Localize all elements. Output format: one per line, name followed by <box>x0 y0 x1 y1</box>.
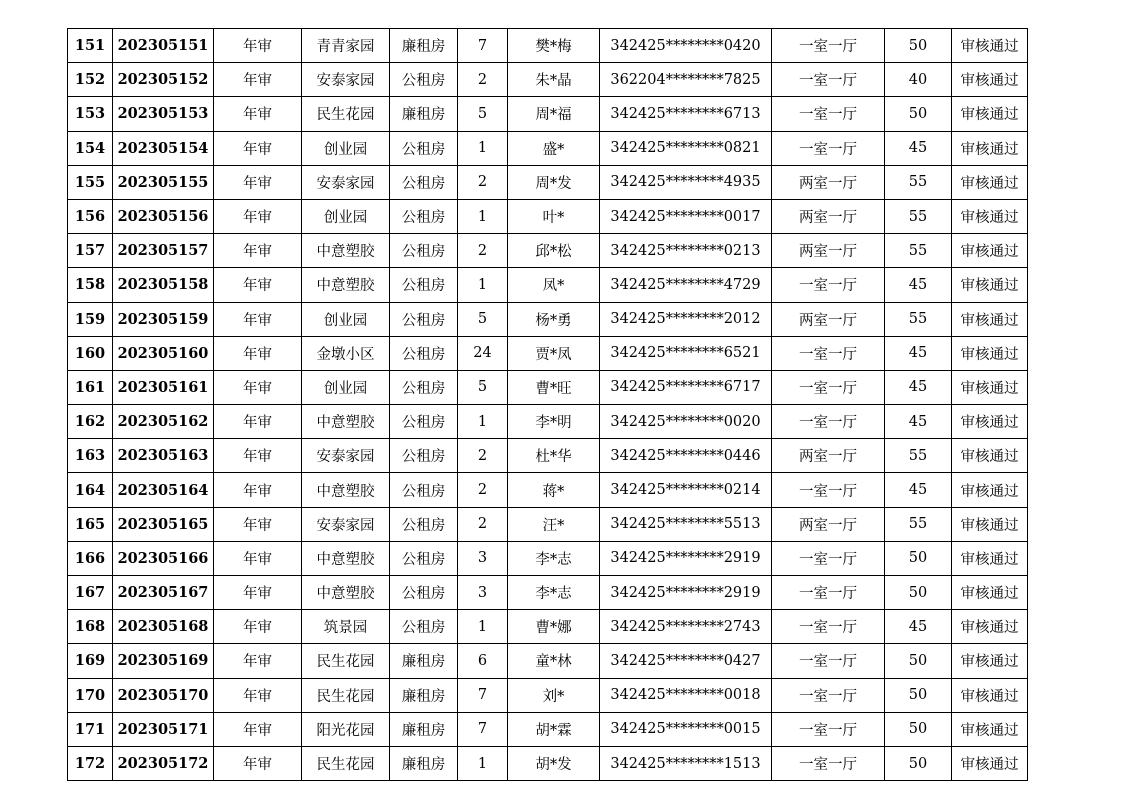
seq-cell: 170 <box>68 678 113 712</box>
seq-cell: 154 <box>68 131 113 165</box>
table-row <box>68 302 1028 336</box>
review-type-cell: 年审 <box>214 63 302 97</box>
table-row <box>68 644 1028 678</box>
unit-type-cell: 一室一厅 <box>772 336 885 370</box>
application-number-cell: 202305161 <box>113 370 214 404</box>
unit-type-cell: 两室一厅 <box>772 507 885 541</box>
id-number-cell: 342425********2743 <box>600 610 772 644</box>
household-size-cell: 2 <box>458 234 508 268</box>
housing-type-cell: 公租房 <box>390 302 458 336</box>
seq-cell: 165 <box>68 507 113 541</box>
table-row <box>68 746 1028 780</box>
id-number-cell: 342425********4935 <box>600 165 772 199</box>
housing-type-cell: 公租房 <box>390 576 458 610</box>
housing-type-cell: 廉租房 <box>390 29 458 63</box>
id-number-cell: 342425********0015 <box>600 712 772 746</box>
review-result-cell: 审核通过 <box>952 712 1028 746</box>
housing-type-cell: 公租房 <box>390 131 458 165</box>
id-number-cell: 342425********6713 <box>600 97 772 131</box>
seq-cell: 161 <box>68 370 113 404</box>
area-cell: 45 <box>885 370 952 404</box>
applicant-name-cell: 樊*梅 <box>508 29 600 63</box>
review-result-cell: 审核通过 <box>952 234 1028 268</box>
seq-cell: 155 <box>68 165 113 199</box>
id-number-cell: 342425********1513 <box>600 746 772 780</box>
table-row <box>68 439 1028 473</box>
household-size-cell: 5 <box>458 370 508 404</box>
applicant-name-cell: 叶* <box>508 199 600 233</box>
unit-type-cell: 两室一厅 <box>772 234 885 268</box>
id-number-cell: 342425********0420 <box>600 29 772 63</box>
applicant-name-cell: 胡*霖 <box>508 712 600 746</box>
table-row <box>68 29 1028 63</box>
housing-type-cell: 公租房 <box>390 610 458 644</box>
seq-cell: 169 <box>68 644 113 678</box>
applicant-name-cell: 汪* <box>508 507 600 541</box>
table-row <box>68 199 1028 233</box>
review-type-cell: 年审 <box>214 97 302 131</box>
review-result-cell: 审核通过 <box>952 678 1028 712</box>
review-type-cell: 年审 <box>214 165 302 199</box>
applicant-name-cell: 盛* <box>508 131 600 165</box>
seq-cell: 152 <box>68 63 113 97</box>
table-row <box>68 268 1028 302</box>
review-result-cell: 审核通过 <box>952 746 1028 780</box>
review-type-cell: 年审 <box>214 610 302 644</box>
community-cell: 安泰家园 <box>302 165 390 199</box>
application-number-cell: 202305157 <box>113 234 214 268</box>
unit-type-cell: 一室一厅 <box>772 541 885 575</box>
review-type-cell: 年审 <box>214 746 302 780</box>
household-size-cell: 3 <box>458 541 508 575</box>
seq-cell: 164 <box>68 473 113 507</box>
community-cell: 安泰家园 <box>302 507 390 541</box>
table-row <box>68 507 1028 541</box>
table-body <box>68 29 1028 781</box>
area-cell: 50 <box>885 712 952 746</box>
application-number-cell: 202305154 <box>113 131 214 165</box>
review-type-cell: 年审 <box>214 439 302 473</box>
id-number-cell: 342425********6521 <box>600 336 772 370</box>
unit-type-cell: 两室一厅 <box>772 439 885 473</box>
housing-type-cell: 公租房 <box>390 370 458 404</box>
unit-type-cell: 两室一厅 <box>772 165 885 199</box>
household-size-cell: 2 <box>458 63 508 97</box>
community-cell: 民生花园 <box>302 678 390 712</box>
review-result-cell: 审核通过 <box>952 610 1028 644</box>
area-cell: 55 <box>885 507 952 541</box>
area-cell: 45 <box>885 131 952 165</box>
household-size-cell: 1 <box>458 746 508 780</box>
id-number-cell: 342425********2919 <box>600 576 772 610</box>
review-type-cell: 年审 <box>214 541 302 575</box>
community-cell: 创业园 <box>302 302 390 336</box>
housing-type-cell: 公租房 <box>390 439 458 473</box>
housing-type-cell: 廉租房 <box>390 712 458 746</box>
household-size-cell: 2 <box>458 439 508 473</box>
review-result-cell: 审核通过 <box>952 302 1028 336</box>
housing-type-cell: 公租房 <box>390 405 458 439</box>
community-cell: 安泰家园 <box>302 439 390 473</box>
area-cell: 50 <box>885 541 952 575</box>
application-number-cell: 202305163 <box>113 439 214 473</box>
table-row <box>68 541 1028 575</box>
seq-cell: 171 <box>68 712 113 746</box>
housing-type-cell: 公租房 <box>390 507 458 541</box>
unit-type-cell: 一室一厅 <box>772 473 885 507</box>
id-number-cell: 362204********7825 <box>600 63 772 97</box>
household-size-cell: 2 <box>458 165 508 199</box>
review-type-cell: 年审 <box>214 405 302 439</box>
id-number-cell: 342425********0821 <box>600 131 772 165</box>
applicant-name-cell: 周*发 <box>508 165 600 199</box>
area-cell: 50 <box>885 97 952 131</box>
household-size-cell: 1 <box>458 131 508 165</box>
review-type-cell: 年审 <box>214 644 302 678</box>
table-row <box>68 131 1028 165</box>
review-type-cell: 年审 <box>214 199 302 233</box>
housing-type-cell: 廉租房 <box>390 97 458 131</box>
area-cell: 50 <box>885 29 952 63</box>
unit-type-cell: 一室一厅 <box>772 268 885 302</box>
id-number-cell: 342425********0018 <box>600 678 772 712</box>
community-cell: 中意塑胶 <box>302 576 390 610</box>
community-cell: 青青家园 <box>302 29 390 63</box>
housing-type-cell: 廉租房 <box>390 678 458 712</box>
applicant-name-cell: 曹*旺 <box>508 370 600 404</box>
community-cell: 创业园 <box>302 131 390 165</box>
community-cell: 中意塑胶 <box>302 234 390 268</box>
applicant-name-cell: 周*福 <box>508 97 600 131</box>
table-row <box>68 712 1028 746</box>
application-number-cell: 202305160 <box>113 336 214 370</box>
table-row <box>68 234 1028 268</box>
review-type-cell: 年审 <box>214 234 302 268</box>
review-result-cell: 审核通过 <box>952 370 1028 404</box>
table-row <box>68 610 1028 644</box>
unit-type-cell: 一室一厅 <box>772 644 885 678</box>
household-size-cell: 6 <box>458 644 508 678</box>
household-size-cell: 1 <box>458 268 508 302</box>
application-number-cell: 202305155 <box>113 165 214 199</box>
seq-cell: 167 <box>68 576 113 610</box>
applicant-name-cell: 李*志 <box>508 541 600 575</box>
community-cell: 民生花园 <box>302 746 390 780</box>
table-row <box>68 63 1028 97</box>
area-cell: 45 <box>885 336 952 370</box>
household-size-cell: 7 <box>458 678 508 712</box>
household-size-cell: 7 <box>458 29 508 63</box>
area-cell: 45 <box>885 405 952 439</box>
applicant-name-cell: 曹*娜 <box>508 610 600 644</box>
community-cell: 中意塑胶 <box>302 473 390 507</box>
housing-type-cell: 公租房 <box>390 268 458 302</box>
unit-type-cell: 一室一厅 <box>772 610 885 644</box>
review-type-cell: 年审 <box>214 473 302 507</box>
unit-type-cell: 一室一厅 <box>772 370 885 404</box>
review-type-cell: 年审 <box>214 336 302 370</box>
seq-cell: 163 <box>68 439 113 473</box>
table-row <box>68 370 1028 404</box>
review-type-cell: 年审 <box>214 268 302 302</box>
application-number-cell: 202305167 <box>113 576 214 610</box>
review-result-cell: 审核通过 <box>952 576 1028 610</box>
table-row <box>68 678 1028 712</box>
review-result-cell: 审核通过 <box>952 405 1028 439</box>
area-cell: 50 <box>885 678 952 712</box>
application-number-cell: 202305152 <box>113 63 214 97</box>
id-number-cell: 342425********6717 <box>600 370 772 404</box>
unit-type-cell: 一室一厅 <box>772 97 885 131</box>
applicant-name-cell: 朱*晶 <box>508 63 600 97</box>
housing-type-cell: 廉租房 <box>390 644 458 678</box>
housing-type-cell: 公租房 <box>390 165 458 199</box>
review-result-cell: 审核通过 <box>952 644 1028 678</box>
table-row <box>68 473 1028 507</box>
applicant-name-cell: 凤* <box>508 268 600 302</box>
application-number-cell: 202305171 <box>113 712 214 746</box>
community-cell: 民生花园 <box>302 97 390 131</box>
application-number-cell: 202305156 <box>113 199 214 233</box>
unit-type-cell: 一室一厅 <box>772 712 885 746</box>
id-number-cell: 342425********0020 <box>600 405 772 439</box>
area-cell: 55 <box>885 165 952 199</box>
housing-type-cell: 公租房 <box>390 541 458 575</box>
application-number-cell: 202305151 <box>113 29 214 63</box>
unit-type-cell: 一室一厅 <box>772 576 885 610</box>
seq-cell: 160 <box>68 336 113 370</box>
area-cell: 55 <box>885 439 952 473</box>
application-number-cell: 202305166 <box>113 541 214 575</box>
table-row <box>68 576 1028 610</box>
unit-type-cell: 一室一厅 <box>772 405 885 439</box>
household-size-cell: 1 <box>458 610 508 644</box>
review-result-cell: 审核通过 <box>952 336 1028 370</box>
application-number-cell: 202305159 <box>113 302 214 336</box>
unit-type-cell: 一室一厅 <box>772 678 885 712</box>
unit-type-cell: 一室一厅 <box>772 746 885 780</box>
area-cell: 50 <box>885 644 952 678</box>
seq-cell: 159 <box>68 302 113 336</box>
community-cell: 金墩小区 <box>302 336 390 370</box>
application-number-cell: 202305158 <box>113 268 214 302</box>
application-number-cell: 202305172 <box>113 746 214 780</box>
review-type-cell: 年审 <box>214 712 302 746</box>
area-cell: 40 <box>885 63 952 97</box>
community-cell: 阳光花园 <box>302 712 390 746</box>
application-number-cell: 202305162 <box>113 405 214 439</box>
applicant-name-cell: 刘* <box>508 678 600 712</box>
review-type-cell: 年审 <box>214 29 302 63</box>
application-number-cell: 202305165 <box>113 507 214 541</box>
household-size-cell: 3 <box>458 576 508 610</box>
community-cell: 中意塑胶 <box>302 541 390 575</box>
review-result-cell: 审核通过 <box>952 97 1028 131</box>
application-number-cell: 202305170 <box>113 678 214 712</box>
unit-type-cell: 两室一厅 <box>772 302 885 336</box>
household-size-cell: 24 <box>458 336 508 370</box>
seq-cell: 172 <box>68 746 113 780</box>
housing-type-cell: 公租房 <box>390 336 458 370</box>
table-row <box>68 336 1028 370</box>
housing-type-cell: 公租房 <box>390 199 458 233</box>
application-number-cell: 202305169 <box>113 644 214 678</box>
seq-cell: 168 <box>68 610 113 644</box>
community-cell: 民生花园 <box>302 644 390 678</box>
review-result-cell: 审核通过 <box>952 63 1028 97</box>
household-size-cell: 2 <box>458 473 508 507</box>
community-cell: 中意塑胶 <box>302 405 390 439</box>
applicant-name-cell: 杨*勇 <box>508 302 600 336</box>
household-size-cell: 5 <box>458 302 508 336</box>
application-number-cell: 202305168 <box>113 610 214 644</box>
seq-cell: 162 <box>68 405 113 439</box>
housing-type-cell: 公租房 <box>390 63 458 97</box>
review-result-cell: 审核通过 <box>952 268 1028 302</box>
table-row <box>68 405 1028 439</box>
seq-cell: 153 <box>68 97 113 131</box>
area-cell: 50 <box>885 746 952 780</box>
housing-type-cell: 廉租房 <box>390 746 458 780</box>
seq-cell: 157 <box>68 234 113 268</box>
review-result-cell: 审核通过 <box>952 541 1028 575</box>
community-cell: 中意塑胶 <box>302 268 390 302</box>
applicant-name-cell: 李*明 <box>508 405 600 439</box>
review-result-cell: 审核通过 <box>952 165 1028 199</box>
review-result-cell: 审核通过 <box>952 507 1028 541</box>
table-row <box>68 165 1028 199</box>
id-number-cell: 342425********0017 <box>600 199 772 233</box>
unit-type-cell: 一室一厅 <box>772 131 885 165</box>
community-cell: 创业园 <box>302 370 390 404</box>
applicant-name-cell: 胡*发 <box>508 746 600 780</box>
review-type-cell: 年审 <box>214 370 302 404</box>
area-cell: 55 <box>885 302 952 336</box>
community-cell: 创业园 <box>302 199 390 233</box>
area-cell: 45 <box>885 610 952 644</box>
id-number-cell: 342425********0213 <box>600 234 772 268</box>
area-cell: 45 <box>885 268 952 302</box>
seq-cell: 158 <box>68 268 113 302</box>
id-number-cell: 342425********0427 <box>600 644 772 678</box>
application-number-cell: 202305153 <box>113 97 214 131</box>
applicant-name-cell: 邱*松 <box>508 234 600 268</box>
table-row <box>68 97 1028 131</box>
seq-cell: 151 <box>68 29 113 63</box>
housing-type-cell: 公租房 <box>390 234 458 268</box>
community-cell: 筑景园 <box>302 610 390 644</box>
review-result-cell: 审核通过 <box>952 439 1028 473</box>
applicant-name-cell: 童*林 <box>508 644 600 678</box>
household-size-cell: 7 <box>458 712 508 746</box>
review-type-cell: 年审 <box>214 507 302 541</box>
id-number-cell: 342425********4729 <box>600 268 772 302</box>
review-result-cell: 审核通过 <box>952 29 1028 63</box>
review-result-cell: 审核通过 <box>952 199 1028 233</box>
household-size-cell: 5 <box>458 97 508 131</box>
review-result-cell: 审核通过 <box>952 131 1028 165</box>
id-number-cell: 342425********0214 <box>600 473 772 507</box>
review-result-cell: 审核通过 <box>952 473 1028 507</box>
review-type-cell: 年审 <box>214 678 302 712</box>
review-type-cell: 年审 <box>214 131 302 165</box>
seq-cell: 166 <box>68 541 113 575</box>
seq-cell: 156 <box>68 199 113 233</box>
unit-type-cell: 一室一厅 <box>772 63 885 97</box>
unit-type-cell: 一室一厅 <box>772 29 885 63</box>
household-size-cell: 1 <box>458 405 508 439</box>
area-cell: 50 <box>885 576 952 610</box>
household-size-cell: 1 <box>458 199 508 233</box>
unit-type-cell: 两室一厅 <box>772 199 885 233</box>
applicant-name-cell: 贾*凤 <box>508 336 600 370</box>
housing-type-cell: 公租房 <box>390 473 458 507</box>
application-number-cell: 202305164 <box>113 473 214 507</box>
applicant-name-cell: 李*志 <box>508 576 600 610</box>
review-type-cell: 年审 <box>214 302 302 336</box>
area-cell: 55 <box>885 234 952 268</box>
applicant-name-cell: 蒋* <box>508 473 600 507</box>
area-cell: 45 <box>885 473 952 507</box>
area-cell: 55 <box>885 199 952 233</box>
id-number-cell: 342425********0446 <box>600 439 772 473</box>
applicant-name-cell: 杜*华 <box>508 439 600 473</box>
community-cell: 安泰家园 <box>302 63 390 97</box>
household-size-cell: 2 <box>458 507 508 541</box>
review-type-cell: 年审 <box>214 576 302 610</box>
housing-review-table <box>67 28 1028 781</box>
id-number-cell: 342425********2919 <box>600 541 772 575</box>
id-number-cell: 342425********2012 <box>600 302 772 336</box>
id-number-cell: 342425********5513 <box>600 507 772 541</box>
